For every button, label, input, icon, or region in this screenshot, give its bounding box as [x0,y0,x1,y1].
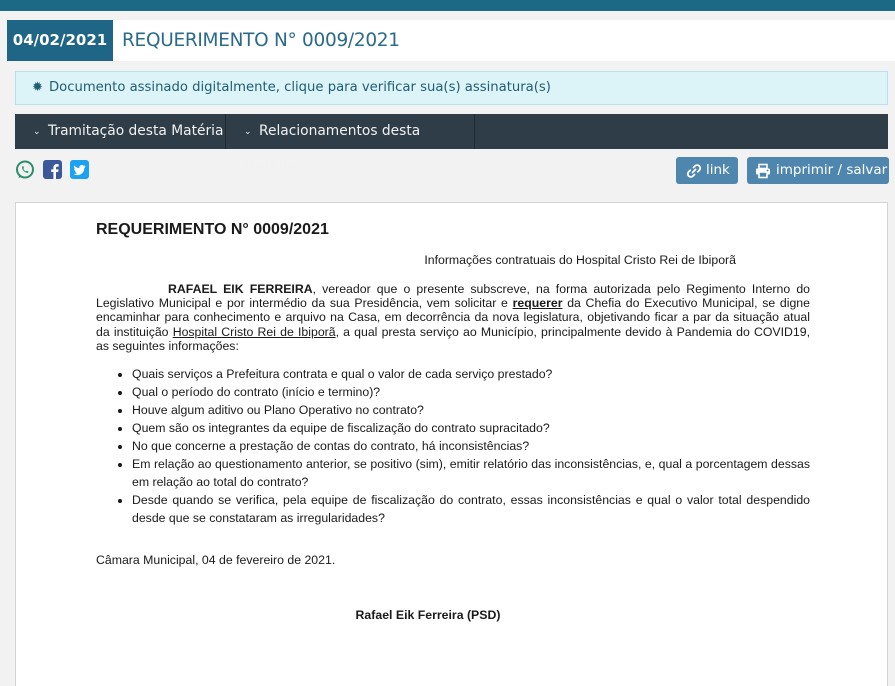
alert-text: Documento assinado digitalmente, clique para verificar sua(s) assinatura(s) [49,80,551,95]
print-save-button-label: imprimir / salvar [776,162,888,178]
question-list [132,365,810,527]
facebook-icon[interactable] [43,160,63,180]
nav-relacionamentos-label: Relacionamentos desta Matéria [244,123,421,175]
chevron-down-icon: ⌄ [244,127,252,137]
list-item: • Quais serviços a Prefeitura contrata e qual o valor de cada serviço prestado? [132,365,810,383]
title-row [7,20,895,61]
paragraph-bold-word: requerer [512,296,563,311]
signature-verify-alert[interactable] [15,71,888,105]
top-bar [0,0,895,11]
list-item: • Houve algum aditivo ou Plano Operativo no contrato? [132,401,810,419]
nav-tramitacao[interactable] [15,114,226,149]
paragraph-part-1: , vereador que o presente subscreve, na forma autorizada pelo Regimento Interno do Legislativo Municipal e por intermédio da sua Presidência, vem solicitar e [96,282,810,311]
author-name: RAFAEL EIK FERREIRA [168,282,313,296]
list-item: • Em relação ao questionamento anterior, se positivo (sim), emitir relatório das inconsistências, e, qual a porcentagem dessas em relação ao total do contrato? [132,455,810,491]
twitter-icon[interactable] [70,160,90,180]
signature: Rafael Eik Ferreira (PSD) [355,608,501,622]
document-subject: Informações contratuais do Hospital Cristo Rei de Ibiporã [424,253,736,267]
document-panel [15,202,888,686]
paragraph-part-2: da Chefia do Executivo Municipal, se digne encaminhar para conhecimento e arquivo na Casa, em decorrência da nova legislatura, objetivando ficar a par da situação atual da instituição [96,296,810,339]
printer-icon [755,163,771,179]
document-paragraph [96,282,810,353]
closing-line: Câmara Municipal, 04 de fevereiro de 2021. [96,553,336,567]
link-button-label: link [706,162,730,178]
badge-icon: ✹ [32,80,43,95]
print-save-button[interactable] [747,157,889,184]
document-title: REQUERIMENTO N° 0009/2021 [96,221,329,238]
hospital-name: Hospital Cristo Rei de Ibiporã [172,324,336,339]
date-badge: 04/02/2021 [7,20,113,61]
list-item: • Quem são os integrantes da equipe de fiscalização do contrato supracitado? [132,419,810,437]
link-button[interactable] [676,157,738,184]
whatsapp-icon[interactable] [15,160,35,180]
nav-tramitacao-label: Tramitação desta Matéria [48,123,224,139]
list-item: • No que concerne a prestação de contas do contrato, há inconsistências? [132,437,810,455]
chevron-down-icon: ⌄ [33,127,41,137]
paragraph-part-3: , a qual presta serviço ao Município, principalmente devido à Pandemia do COVID19, as seguintes informações: [96,324,810,353]
nav-relacionamentos[interactable] [226,114,475,175]
page-title: REQUERIMENTO N° 0009/2021 [122,30,400,51]
link-icon [686,163,702,179]
list-item: • Desde quando se verifica, pela equipe de fiscalização do contrato, essas inconsistências e qual o valor total despendido desde que se constataram as irregularidades? [132,491,810,527]
list-item: • Qual o período do contrato (início e termino)? [132,383,810,401]
